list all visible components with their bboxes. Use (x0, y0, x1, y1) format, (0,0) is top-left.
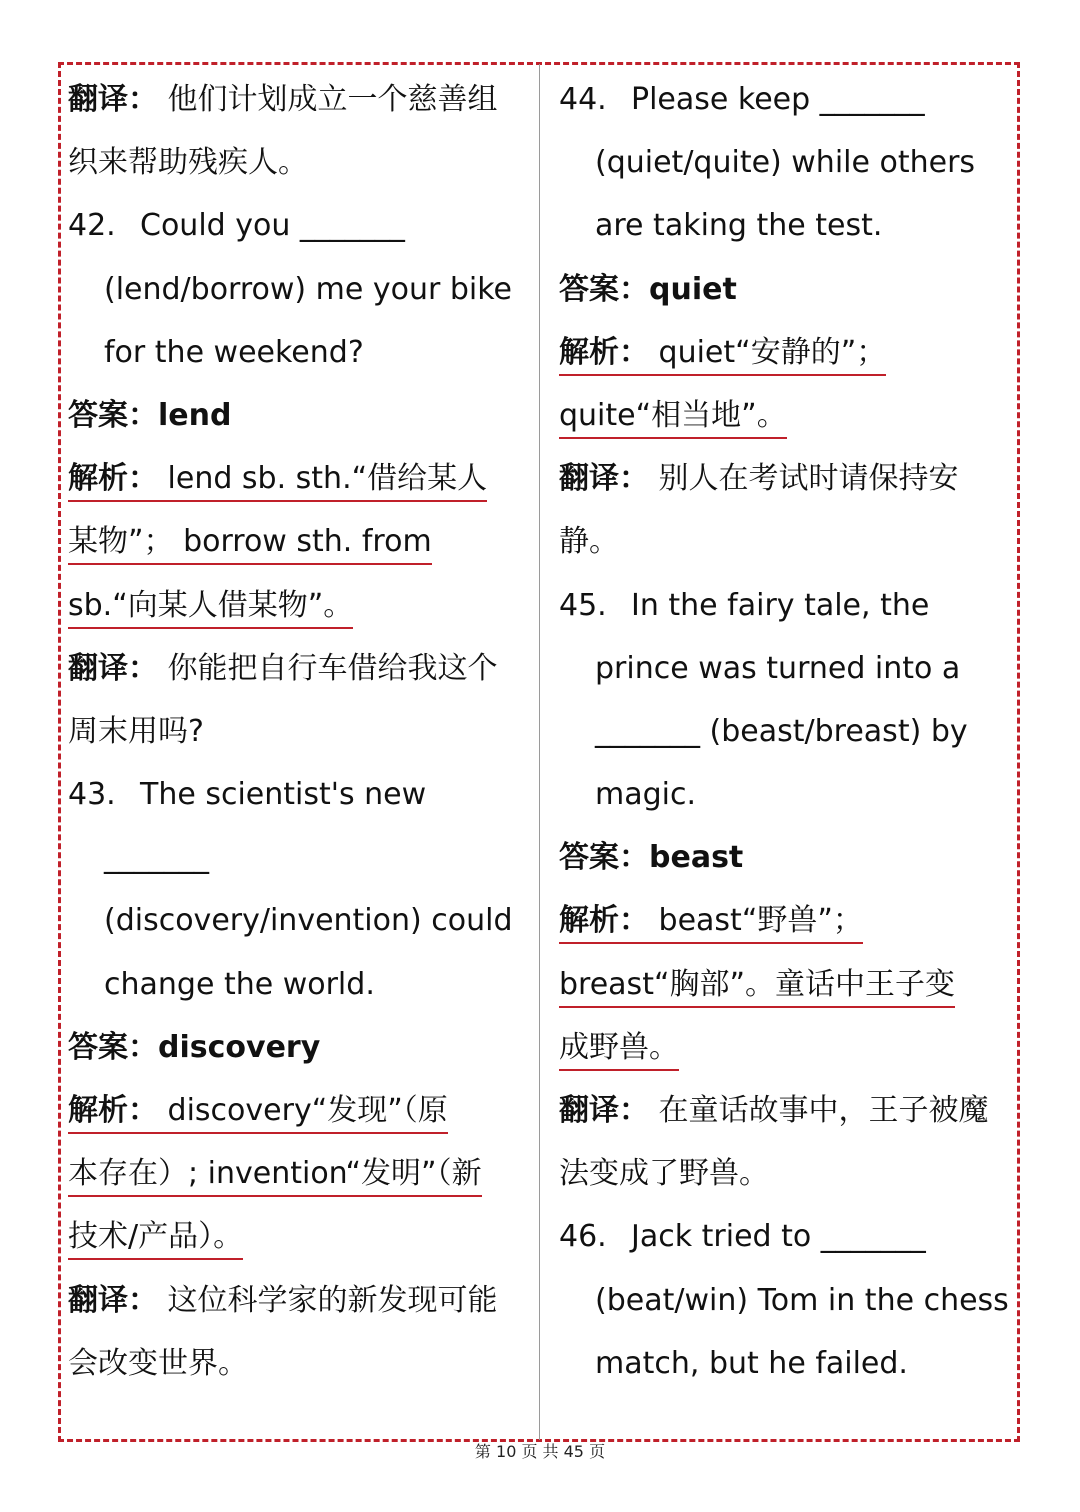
translation-44-line-2: 静。 (559, 524, 619, 560)
question-43-line-1: 43. The scientist's new (68, 777, 427, 813)
question-43-line-4: change the world. (104, 966, 375, 1002)
answer-45: 答案：beast (559, 840, 744, 876)
explanation-44-line-1: 解析： quiet“安静的”； (559, 321, 1017, 384)
question-46-line-1: 46. Jack tried to _______ (559, 1219, 926, 1255)
answer-42: 答案：lend (68, 397, 232, 433)
answer-44: 答案：quiet (559, 271, 737, 307)
question-45-line-3: _______ (beast/breast) by (595, 713, 968, 749)
question-44-line-1: 44. Please keep _______ (559, 82, 925, 117)
translation-41-line-1: 翻译： 他们计划成立一个慈善组 (68, 82, 498, 117)
explanation-45-line-1: 解析： beast“野兽”； (559, 889, 1017, 952)
question-45-line-1: 45. In the fairy tale, the (559, 587, 930, 623)
translation-43-line-2: 会改变世界。 (68, 1345, 248, 1381)
explanation-42-line-3: sb.“向某人借某物”。 (68, 574, 530, 637)
translation-41-line-2: 织来帮助残疾人。 (68, 145, 308, 181)
question-42-line-2: (lend/borrow) me your bike (104, 271, 513, 307)
answer-43: 答案：discovery (68, 1029, 321, 1065)
explanation-42-line-2: 某物”； borrow sth. from (68, 510, 530, 573)
question-42-line-1: 42. Could you _______ (68, 208, 405, 244)
explanation-45-line-2: breast“胸部”。童话中王子变 (559, 953, 1017, 1016)
column-divider (539, 64, 540, 1440)
question-44-line-3: are taking the test. (595, 208, 883, 244)
translation-43-line-1: 翻译： 这位科学家的新发现可能 (68, 1282, 498, 1318)
question-43-line-3: (discovery/invention) could (104, 903, 513, 939)
question-44-line-2: (quiet/quite) while others (595, 145, 976, 181)
right-column (559, 68, 1017, 1395)
translation-44-line-1: 翻译： 别人在考试时请保持安 (559, 461, 959, 497)
explanation-43-line-3: 技术/产品）。 (68, 1205, 530, 1268)
page-number-footer: 第 10 页 共 45 页 (474, 1442, 606, 1461)
question-45-line-2: prince was turned into a (595, 650, 961, 686)
translation-45-line-2: 法变成了野兽。 (559, 1156, 769, 1192)
explanation-42-line-1: 解析： lend sb. sth.“借给某人 (68, 447, 530, 510)
question-43-line-2: _______ (104, 840, 209, 876)
translation-45-line-1: 翻译： 在童话故事中，王子被魔 (559, 1093, 989, 1128)
explanation-45-line-3: 成野兽。 (559, 1016, 1017, 1079)
explanation-44-line-2: quite“相当地”。 (559, 384, 1017, 447)
question-46-line-2: (beat/win) Tom in the chess (595, 1282, 1009, 1318)
question-42-line-3: for the weekend? (104, 334, 364, 370)
left-column (68, 68, 530, 1395)
question-45-line-4: magic. (595, 777, 697, 813)
translation-42-line-1: 翻译： 你能把自行车借给我这个 (68, 650, 498, 686)
translation-42-line-2: 周末用吗? (68, 713, 204, 749)
question-46-line-3: match, but he failed. (595, 1345, 908, 1381)
explanation-43-line-1: 解析： discovery“发现”（原 (68, 1079, 530, 1142)
explanation-43-line-2: 本存在）; invention“发明”（新 (68, 1142, 530, 1205)
